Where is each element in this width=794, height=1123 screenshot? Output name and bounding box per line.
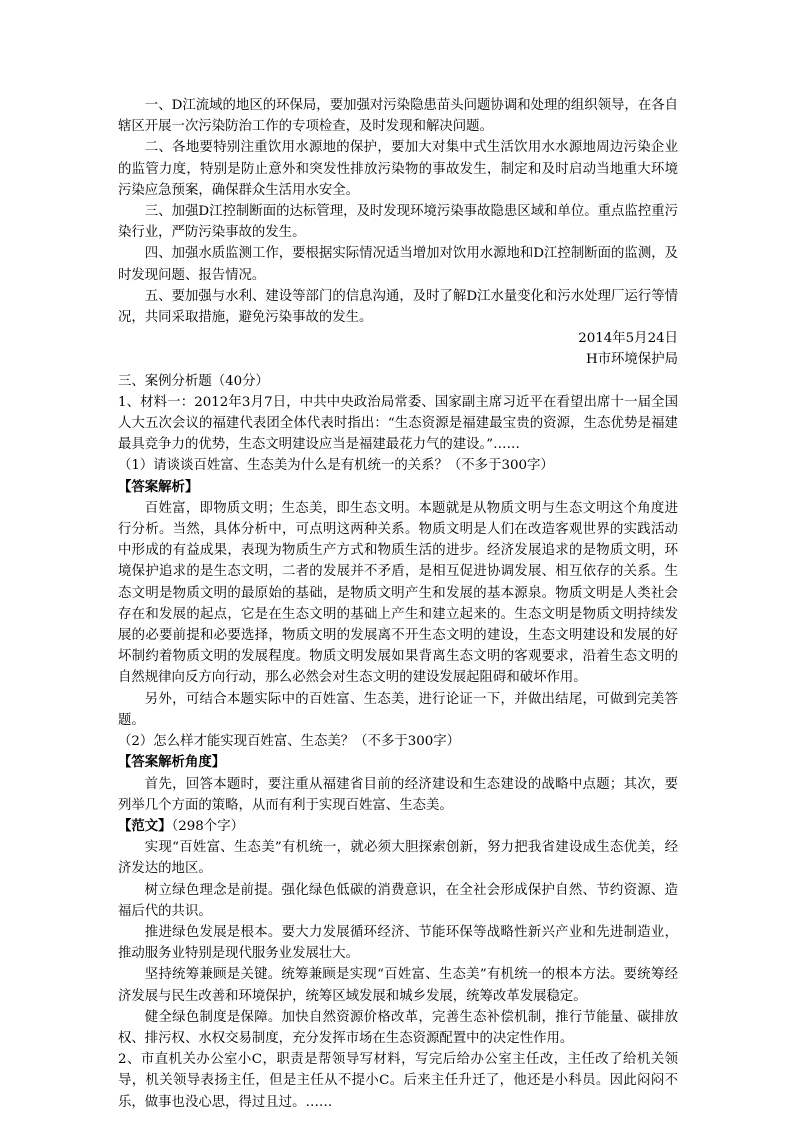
answer-paragraph: 百姓富，即物质文明；生态美，即生态文明。本题就是从物质文明与生态文明这个角度进行分析。当然，具体分析中，可点明这两种关系。物质文明是人们在改造客观世界的实践活动中形成的有益成果，表现为物质生产方式和物质生活的进步。经济发展追求的是物质文明，环境保护追求的是生态文明，二者的发展并不矛盾，是相互促进协调发展、相互依存的关系。生态文明是物质文明的最原始的基础，是物质文明产生和发展的基本源泉。物质文明是人类社会存在和发展的起点，它是在生态文明的基础上产生和建立起来的。生态文明是物质文明持续发展的必要前提和必要选择，物质文明的发展离不开生态文明的建设，生态文明建设和发展的好坏制约着物质文明的发展程度。物质文明发展如果背离生态文明的客观要求，沿着生态文明的自然规律向反方向行动，那么必然会对生态文明的建设发展起阻碍和破坏作用。 bbox=[118, 500, 678, 686]
notice-item-5: 五、要加强与水利、建设等部门的信息沟通，及时了解D江水量变化和污水处理厂运行等情况，共同采取措施，避免污染事故的发生。 bbox=[118, 288, 678, 326]
signature-date: 2014年5月24日 bbox=[578, 331, 678, 347]
sample-label: 【范文】 bbox=[118, 817, 172, 834]
case1-question-2: （2）怎么样才能实现百姓富、生态美？（不多于300字） bbox=[118, 734, 461, 750]
sample-paragraph: 实现“百姓富、生态美”有机统一，就必须大胆探索创新，努力把我省建设成生态优美，经济发达的地区。 bbox=[118, 840, 678, 877]
notice-item-1: 一、D江流域的地区的环保局，要加强对污染隐患苗头问题协调和处理的组织领导，在各自辖区开展一次污染防治工作的专项检查，及时发现和解决问题。 bbox=[118, 98, 678, 135]
answer-angle-label: 【答案解析角度】 bbox=[118, 754, 226, 771]
answer-paragraph: 另外，可结合本题实际中的百姓富、生态美，进行论证一下，并做出结尾，可做到完美答题。 bbox=[118, 691, 678, 728]
document-body bbox=[118, 95, 678, 1113]
case1-question-1: （1）请谈谈百姓富、生态美为什么是有机统一的关系？（不多于300字） bbox=[118, 458, 554, 474]
case1-material: 1、材料一：2012年3月7日，中共中央政治局常委、国家副主席习近平在看望出席十一届全国人大五次会议的福建代表团全体代表时指出：“生态资源是福建最宝贵的资源，生态优势是福建最具竞争力的优势，生态文明建设应当是福建最花力气的建设。”…… bbox=[118, 394, 678, 453]
sample-word-count: （298个字） bbox=[171, 818, 244, 834]
case2-material: 2、市直机关办公室小C，职责是帮领导写材料，写完后给办公室主任改，主任改了给机关领导，机关领导表扬主任，但是主任从不提小C。后来主任升迁了，他还是小科员。因此闷闷不乐，做事也没心思，得过且过。…… bbox=[118, 1052, 678, 1110]
notice-item-3: 三、加强D江控制断面的达标管理，及时发现环境污染事故隐患区域和单位。重点监控重污染行业，严防污染事故的发生。 bbox=[118, 204, 678, 241]
signature-block bbox=[118, 328, 678, 370]
sample-paragraph: 坚持统筹兼顾是关键。统筹兼顾是实现“百姓富、生态美”有机统一的根本方法。要统筹经济发展与民生改善和环境保护，统筹区域发展和城乡发展，统筹改革发展稳定。 bbox=[118, 967, 678, 1004]
notice-item-2: 二、各地要特别注重饮用水源地的保护，要加大对集中式生活饮用水水源地周边污染企业的监管力度，特别是防止意外和突发性排放污染物的事故发生，制定和及时启动当地重大环境污染应急预案，确保群众生活用水安全。 bbox=[118, 140, 678, 198]
sample-heading bbox=[118, 816, 678, 837]
sample-paragraph: 推进绿色发展是根本。要大力发展循环经济、节能环保等战略性新兴产业和先进制造业，推动服务业特别是现代服务业发展壮大。 bbox=[118, 924, 678, 962]
answer-analysis-label: 【答案解析】 bbox=[118, 478, 199, 495]
sample-paragraph: 树立绿色理念是前提。强化绿色低碳的消费意识，在全社会形成保护自然、节约资源、造福后代的共识。 bbox=[118, 882, 678, 919]
notice-item-4: 四、加强水质监测工作，要根据实际情况适当增加对饮用水源地和D江控制断面的监测，及时发现问题、报告情况。 bbox=[118, 246, 678, 283]
answer-angle-paragraph: 首先，回答本题时，要注重从福建省目前的经济建设和生态建设的战略中点题；其次，要列举几个方面的策略，从而有利于实现百姓富、生态美。 bbox=[118, 776, 678, 813]
signature-org: H市环境保护局 bbox=[585, 352, 678, 368]
section-title: 三、案例分析题（40分） bbox=[118, 373, 269, 389]
sample-paragraph: 健全绿色制度是保障。加快自然资源价格改革，完善生态补偿机制，推行节能量、碳排放权、排污权、水权交易制度，充分发挥市场在生态资源配置中的决定性作用。 bbox=[118, 1009, 678, 1046]
